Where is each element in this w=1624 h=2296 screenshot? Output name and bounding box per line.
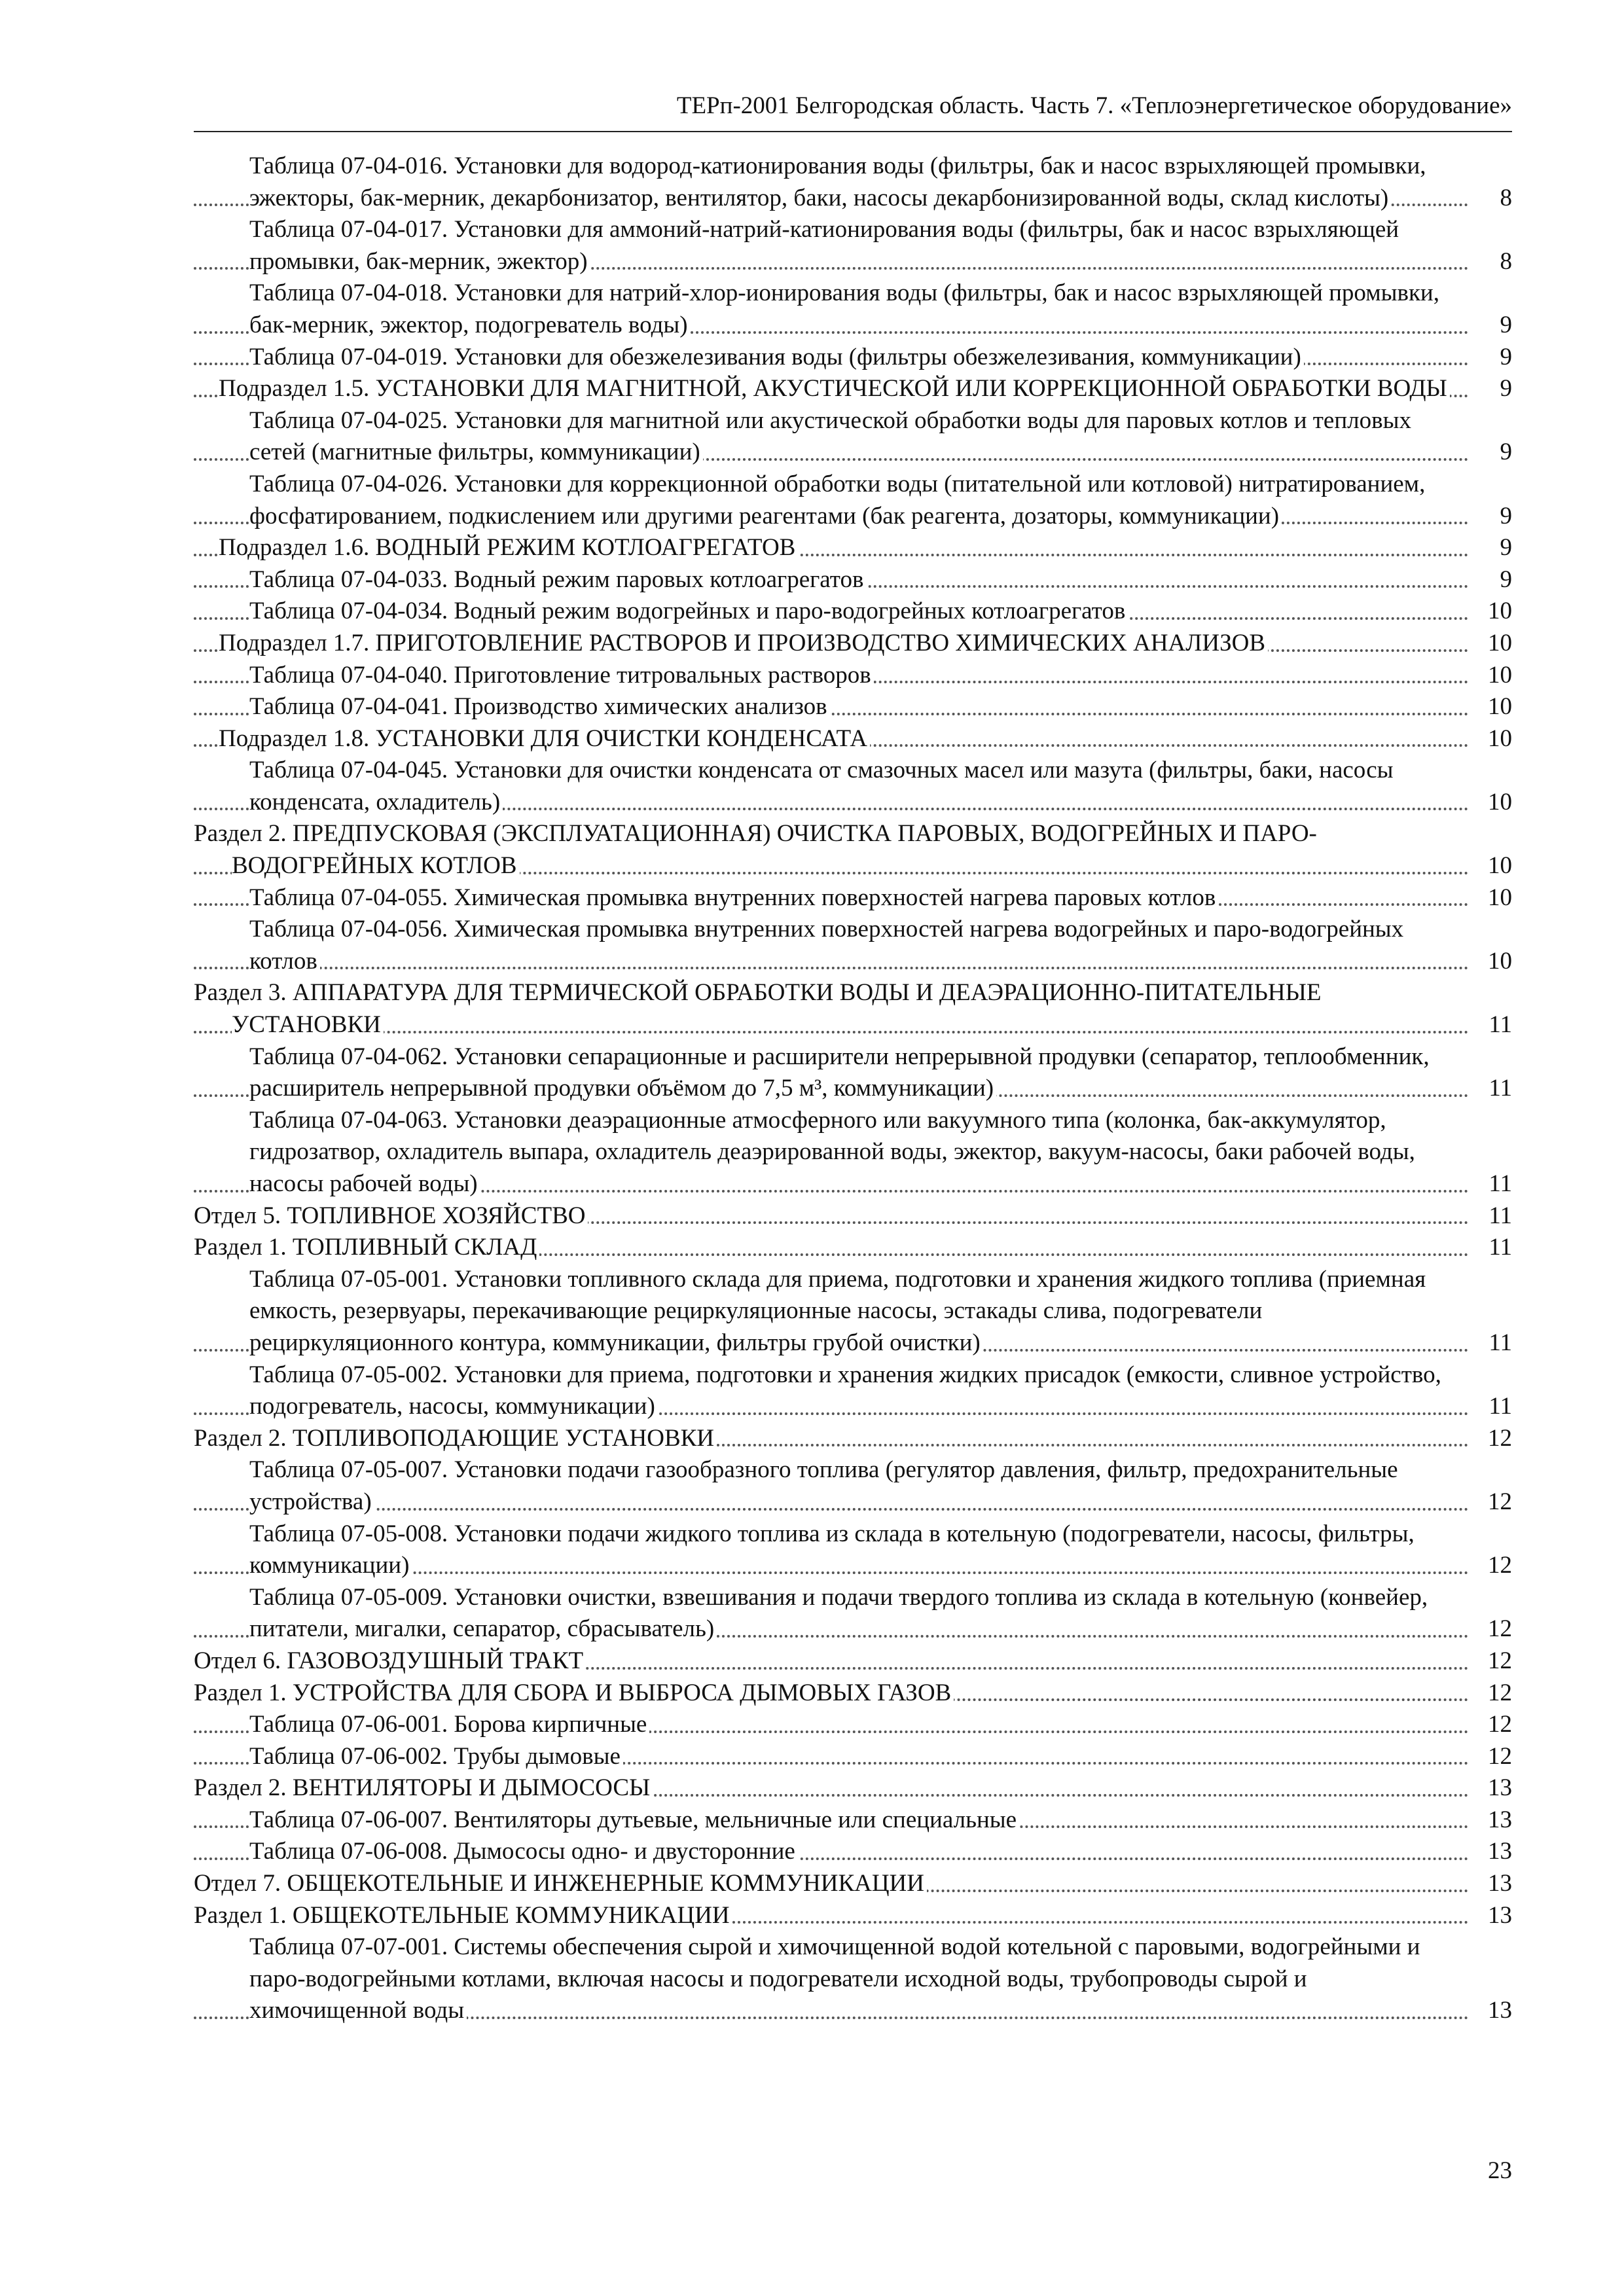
toc-entry-page: 11 [1471,1009,1512,1041]
toc-entry-page: 13 [1471,1900,1512,1932]
toc-entry-title: Таблица 07-04-045. Установки для очистки конденсата от смазочных масел или мазута (фильтры, баки, насосы конденсата, охладитель) [249,757,1394,816]
toc-entry-title: Таблица 07-05-007. Установки подачи газообразного топлива (регулятор давления, фильтр, предохранительные устройства) [249,1456,1398,1515]
toc-subsection-entry[interactable] [194,723,1512,755]
toc-entry-page: 10 [1471,691,1512,723]
toc-entry-title: Таблица 07-04-055. Химическая промывка внутренних поверхностей нагрева паровых котлов [249,884,1218,911]
toc-table-entry[interactable] [194,882,1512,914]
toc-table-entry[interactable] [194,660,1512,692]
toc-table-entry[interactable] [194,342,1512,374]
toc-table-entry[interactable] [194,755,1512,818]
toc-entry-title: Раздел 1. ТОПЛИВНЫЙ СКЛАД [194,1234,539,1261]
toc-entry-title: Раздел 1. УСТРОЙСТВА ДЛЯ СБОРА И ВЫБРОСА ДЫМОВЫХ ГАЗОВ [194,1679,954,1706]
toc-section-entry[interactable] [194,1772,1512,1804]
header-divider [194,131,1512,132]
toc-entry-page: 12 [1471,1486,1512,1518]
toc-entry-title: Отдел 5. ТОПЛИВНОЕ ХОЗЯЙСТВО [194,1202,588,1229]
toc-subsection-entry[interactable] [194,628,1512,660]
toc-entry-page: 10 [1471,946,1512,978]
toc-entry-title: Раздел 3. АППАРАТУРА ДЛЯ ТЕРМИЧЕСКОЙ ОБРАБОТКИ ВОДЫ И ДЕАЭРАЦИОННО-ПИТАТЕЛЬНЫЕ УСТАНОВКИ [194,979,1322,1039]
toc-entry-title: Отдел 6. ГАЗОВОЗДУШНЫЙ ТРАКТ [194,1647,586,1674]
toc-entry-page: 10 [1471,787,1512,819]
toc-entry-title: Отдел 7. ОБЩЕКОТЕЛЬНЫЕ И ИНЖЕНЕРНЫЕ КОММУНИКАЦИИ [194,1870,927,1897]
toc-entry-title: Таблица 07-04-026. Установки для коррекционной обработки воды (питательной или котловой) нитратированием, фосфатированием, подкислением или другими реагентами (бак реагента, дозаторы, коммуникации) [249,470,1426,529]
dot-leader [194,967,1469,969]
toc-entry-page: 12 [1471,1677,1512,1710]
toc-table-entry[interactable] [194,691,1512,723]
toc-entry-title: Таблица 07-04-056. Химическая промывка внутренних поверхностей нагрева водогрейных и паро-водогрейных котлов [249,916,1404,975]
toc-table-entry[interactable] [194,1454,1512,1518]
toc-table-entry[interactable] [194,151,1512,214]
toc-section-entry[interactable] [194,1677,1512,1710]
toc-table-entry[interactable] [194,278,1512,341]
toc-entry-page: 10 [1471,596,1512,628]
toc-entry-page: 9 [1471,437,1512,469]
toc-entry-page: 12 [1471,1645,1512,1677]
toc-section-entry[interactable] [194,1200,1512,1232]
toc-entry-title: Таблица 07-04-040. Приготовление титровальных растворов [249,662,874,689]
toc-entry-page: 11 [1471,1168,1512,1200]
toc-entry-title: Таблица 07-05-002. Установки для приема, подготовки и хранения жидких присадок (емкости, сливное устройство, подогреватель, насосы, коммуникации) [249,1361,1441,1420]
toc-table-entry[interactable] [194,1804,1512,1837]
toc-table-entry[interactable] [194,1041,1512,1105]
toc-entry-page: 10 [1471,660,1512,692]
toc-section-entry[interactable] [194,1232,1512,1264]
toc-section-entry[interactable] [194,1868,1512,1900]
toc-entry-title: Таблица 07-04-034. Водный режим водогрейных и паро-водогрейных котлоагрегатов [249,598,1128,624]
toc-table-entry[interactable] [194,1709,1512,1741]
toc-entry-page: 13 [1471,1772,1512,1804]
toc-entry-page: 13 [1471,1868,1512,1900]
toc-entry-title: Таблица 07-05-008. Установки подачи жидкого топлива из склада в котельную (подогреватели, насосы, фильтры, коммуникации) [249,1520,1415,1579]
toc-entry-page: 10 [1471,850,1512,882]
toc-entry-page: 9 [1471,532,1512,564]
toc-table-entry[interactable] [194,1105,1512,1200]
running-header: ТЕРп-2001 Белгородская область. Часть 7. «Теплоэнергетическое оборудование» [676,92,1512,119]
toc-entry-page: 12 [1471,1423,1512,1455]
toc-entry-page: 10 [1471,628,1512,660]
toc-table-entry[interactable] [194,1582,1512,1645]
toc-entry-page: 8 [1471,183,1512,215]
toc-entry-page: 12 [1471,1741,1512,1773]
toc-table-entry[interactable] [194,564,1512,596]
toc-entry-page: 9 [1471,373,1512,405]
toc-table-entry[interactable] [194,1359,1512,1423]
toc-entry-title: Раздел 2. ВЕНТИЛЯТОРЫ И ДЫМОСОСЫ [194,1774,653,1801]
toc-table-entry[interactable] [194,469,1512,532]
toc-entry-page: 9 [1471,342,1512,374]
toc-entry-page: 9 [1471,501,1512,533]
toc-section-entry[interactable] [194,818,1512,882]
toc-entry-title: Подраздел 1.7. ПРИГОТОВЛЕНИЕ РАСТВОРОВ И ПРОИЗВОДСТВО ХИМИЧЕСКИХ АНАЛИЗОВ [219,630,1268,656]
toc-section-entry[interactable] [194,1900,1512,1932]
toc-subsection-entry[interactable] [194,373,1512,405]
toc-subsection-entry[interactable] [194,532,1512,564]
toc-entry-title: Таблица 07-06-007. Вентиляторы дутьевые, мельничные или специальные [249,1806,1019,1833]
toc-entry-page: 9 [1471,310,1512,342]
toc-entry-title: Таблица 07-05-009. Установки очистки, взвешивания и подачи твердого топлива из склада в котельную (конвейер, питатели, мигалки, сепаратор, сбрасыватель) [249,1583,1428,1643]
toc-table-entry[interactable] [194,214,1512,278]
toc-entry-title: Таблица 07-04-025. Установки для магнитной или акустической обработки воды для паровых котлов и тепловых сетей (магнитные фильтры, коммуникации) [249,406,1411,466]
toc-section-entry[interactable] [194,977,1512,1041]
toc-entry-title: Раздел 2. ПРЕДПУСКОВАЯ (ЭКСПЛУАТАЦИОННАЯ) ОЧИСТКА ПАРОВЫХ, ВОДОГРЕЙНЫХ И ПАРО-ВОДОГРЕЙНЫХ КОТЛОВ [194,820,1317,880]
toc-entry-title: Таблица 07-04-019. Установки для обезжелезивания воды (фильтры обезжелезивания, коммуникации) [249,344,1304,370]
table-of-contents [194,151,1512,2027]
toc-table-entry[interactable] [194,1836,1512,1868]
toc-table-entry[interactable] [194,1931,1512,2027]
dot-leader [194,1031,1469,1033]
toc-entry-page: 12 [1471,1613,1512,1645]
toc-entry-title: Раздел 2. ТОПЛИВОПОДАЮЩИЕ УСТАНОВКИ [194,1425,717,1452]
toc-entry-title: Таблица 07-04-017. Установки для аммоний-натрий-катионирования воды (фильтры, бак и насос взрыхляющей промывки, бак-мерник, эжектор) [249,216,1399,275]
dot-leader [194,1508,1469,1511]
toc-table-entry[interactable] [194,596,1512,628]
toc-section-entry[interactable] [194,1423,1512,1455]
page-number: 23 [1488,2157,1512,2184]
toc-entry-title: Таблица 07-06-002. Трубы дымовые [249,1743,623,1770]
toc-entry-page: 11 [1471,1391,1512,1423]
toc-entry-page: 11 [1471,1200,1512,1232]
toc-entry-title: Таблица 07-04-062. Установки сепарационные и расширители непрерывной продувки (сепаратор, теплообменник, расширитель непрерывной продувки объёмом до 7,5 м³, коммуникации) [249,1043,1430,1102]
toc-entry-title: Таблица 07-04-016. Установки для водород-катионирования воды (фильтры, бак и насос взрыхляющей промывки, эжекторы, бак-мерник, декарбонизатор, вентилятор, баки, насосы декарбонизированной воды, склад кислоты) [249,152,1426,211]
toc-entry-title: Таблица 07-04-033. Водный режим паровых котлоагрегатов [249,566,866,593]
toc-table-entry[interactable] [194,1518,1512,1582]
toc-entry-title: Таблица 07-04-018. Установки для натрий-хлор-ионирования воды (фильтры, бак и насос взрыхляющей промывки, бак-мерник, эжектор, подогреватель воды) [249,279,1439,338]
toc-entry-page: 9 [1471,564,1512,596]
toc-entry-page: 11 [1471,1327,1512,1359]
toc-section-entry[interactable] [194,1645,1512,1677]
toc-table-entry[interactable] [194,405,1512,469]
toc-entry-title: Подраздел 1.8. УСТАНОВКИ ДЛЯ ОЧИСТКИ КОНДЕНСАТА [219,725,870,752]
toc-table-entry[interactable] [194,1741,1512,1773]
toc-entry-page: 13 [1471,1836,1512,1868]
toc-entry-title: Раздел 1. ОБЩЕКОТЕЛЬНЫЕ КОММУНИКАЦИИ [194,1902,732,1929]
toc-entry-page: 12 [1471,1550,1512,1582]
toc-entry-page: 13 [1471,1804,1512,1837]
toc-entry-title: Подраздел 1.5. УСТАНОВКИ ДЛЯ МАГНИТНОЙ, АКУСТИЧЕСКОЙ ИЛИ КОРРЕКЦИОННОЙ ОБРАБОТКИ ВОДЫ [219,375,1450,402]
toc-entry-page: 11 [1471,1232,1512,1264]
toc-entry-page: 10 [1471,723,1512,755]
toc-entry-title: Таблица 07-06-008. Дымососы одно- и двусторонние [249,1838,798,1865]
toc-entry-title: Таблица 07-07-001. Системы обеспечения сырой и химочищенной водой котельной с паровыми, водогрейными и паро-водогрейными котлами, включая насосы и подогреватели исходной воды, трубопроводы сырой и химочищенной воды [249,1933,1420,2024]
toc-entry-page: 13 [1471,1995,1512,2027]
toc-entry-title: Подраздел 1.6. ВОДНЫЙ РЕЖИМ КОТЛОАГРЕГАТОВ [219,534,798,561]
toc-entry-title: Таблица 07-05-001. Установки топливного склада для приема, подготовки и хранения жидкого топлива (приемная емкость, резервуары, перекачивающие рециркуляционные насосы, эстакады слива, подогреватели рециркуляционного контура, коммуникации, фильтры грубой очистки) [249,1265,1426,1356]
toc-entry-page: 10 [1471,882,1512,914]
toc-entry-title: Таблица 07-04-063. Установки деаэрационные атмосферного или вакуумного типа (колонка, бак-аккумулятор, гидрозатвор, охладитель выпара, охладитель деаэрированной воды, эжектор, вакуум-насосы, баки рабочей воды, насосы рабочей воды) [249,1106,1415,1197]
toc-entry-title: Таблица 07-06-001. Борова кирпичные [249,1711,649,1738]
toc-table-entry[interactable] [194,914,1512,977]
toc-entry-page: 12 [1471,1709,1512,1741]
toc-entry-page: 11 [1471,1073,1512,1105]
toc-entry-page: 8 [1471,246,1512,278]
toc-table-entry[interactable] [194,1264,1512,1359]
toc-entry-title: Таблица 07-04-041. Производство химических анализов [249,693,830,720]
